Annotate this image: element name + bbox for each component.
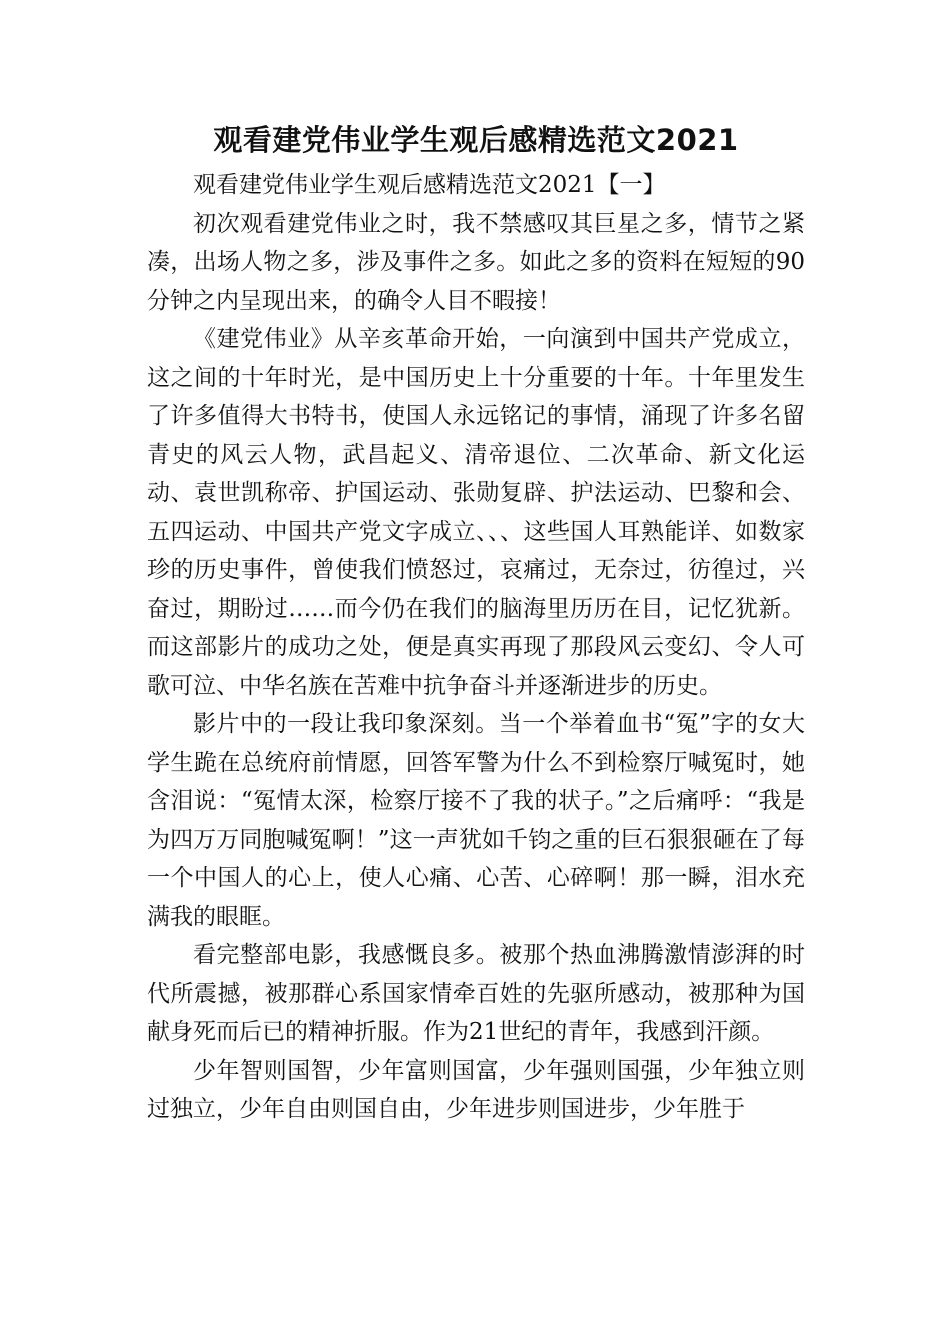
document-title: 观看建党伟业学生观后感精选范文2021 [213, 123, 739, 157]
section-heading: 观看建党伟业学生观后感精选范文2021【一】 [193, 172, 666, 198]
paragraph-2: 《建党伟业》从辛亥革命开始，一向演到中国共产党成立，这之间的十年时光，是中国历史上十分重要的十年。十年里发生了许多值得大书特书，使国人永远铭记的事情，涌现了许多名留青史的风云人物，武昌起义、清帝退位、二次革命、新文化运动、袁世凯称帝、护国运动、张勋复辟、护法运动、巴黎和会、五四运动、中国共产党文字成立、、、这些国人耳熟能详、如数家珍的历史事件，曾使我们愤怒过，哀痛过，无奈过，彷徨过，兴奋过，期盼过……而今仍在我们的脑海里历历在目，记忆犹新。而这部影片的成功之处，便是真实再现了那段风云变幻、令人可歌可泣、中华名族在苦难中抗争奋斗并逐渐进步的历史。 [147, 326, 805, 699]
paragraph-4: 看完整部电影，我感慨良多。被那个热血沸腾激情澎湃的时代所震撼，被那群心系国家情牵百姓的先驱所感动，被那种为国献身死而后已的精神折服。作为21世纪的青年，我感到汗颜。 [147, 942, 805, 1045]
paragraph-1: 初次观看建党伟业之时，我不禁感叹其巨星之多，情节之紧凑，出场人物之多，涉及事件之多。如此之多的资料在短短的90分钟之内呈现出来，的确令人目不暇接！ [147, 210, 805, 314]
document-page [147, 118, 805, 1129]
paragraph-5: 少年智则国智，少年富则国富，少年强则国强，少年独立则过独立，少年自由则国自由，少年进步则国进步，少年胜于 [147, 1057, 805, 1122]
paragraph-3: 影片中的一段让我印象深刻。当一个举着血书“冤”字的女大学生跪在总统府前情愿，回答军警为什么不到检察厅喊冤时，她含泪说：“冤情太深，检察厅接不了我的状子。”之后痛呼：“我是为四万万同胞喊冤啊！”这一声犹如千钧之重的巨石狠狠砸在了每一个中国人的心上，使人心痛、心苦、心碎啊！那一瞬，泪水充满我的眼眶。 [147, 711, 805, 930]
